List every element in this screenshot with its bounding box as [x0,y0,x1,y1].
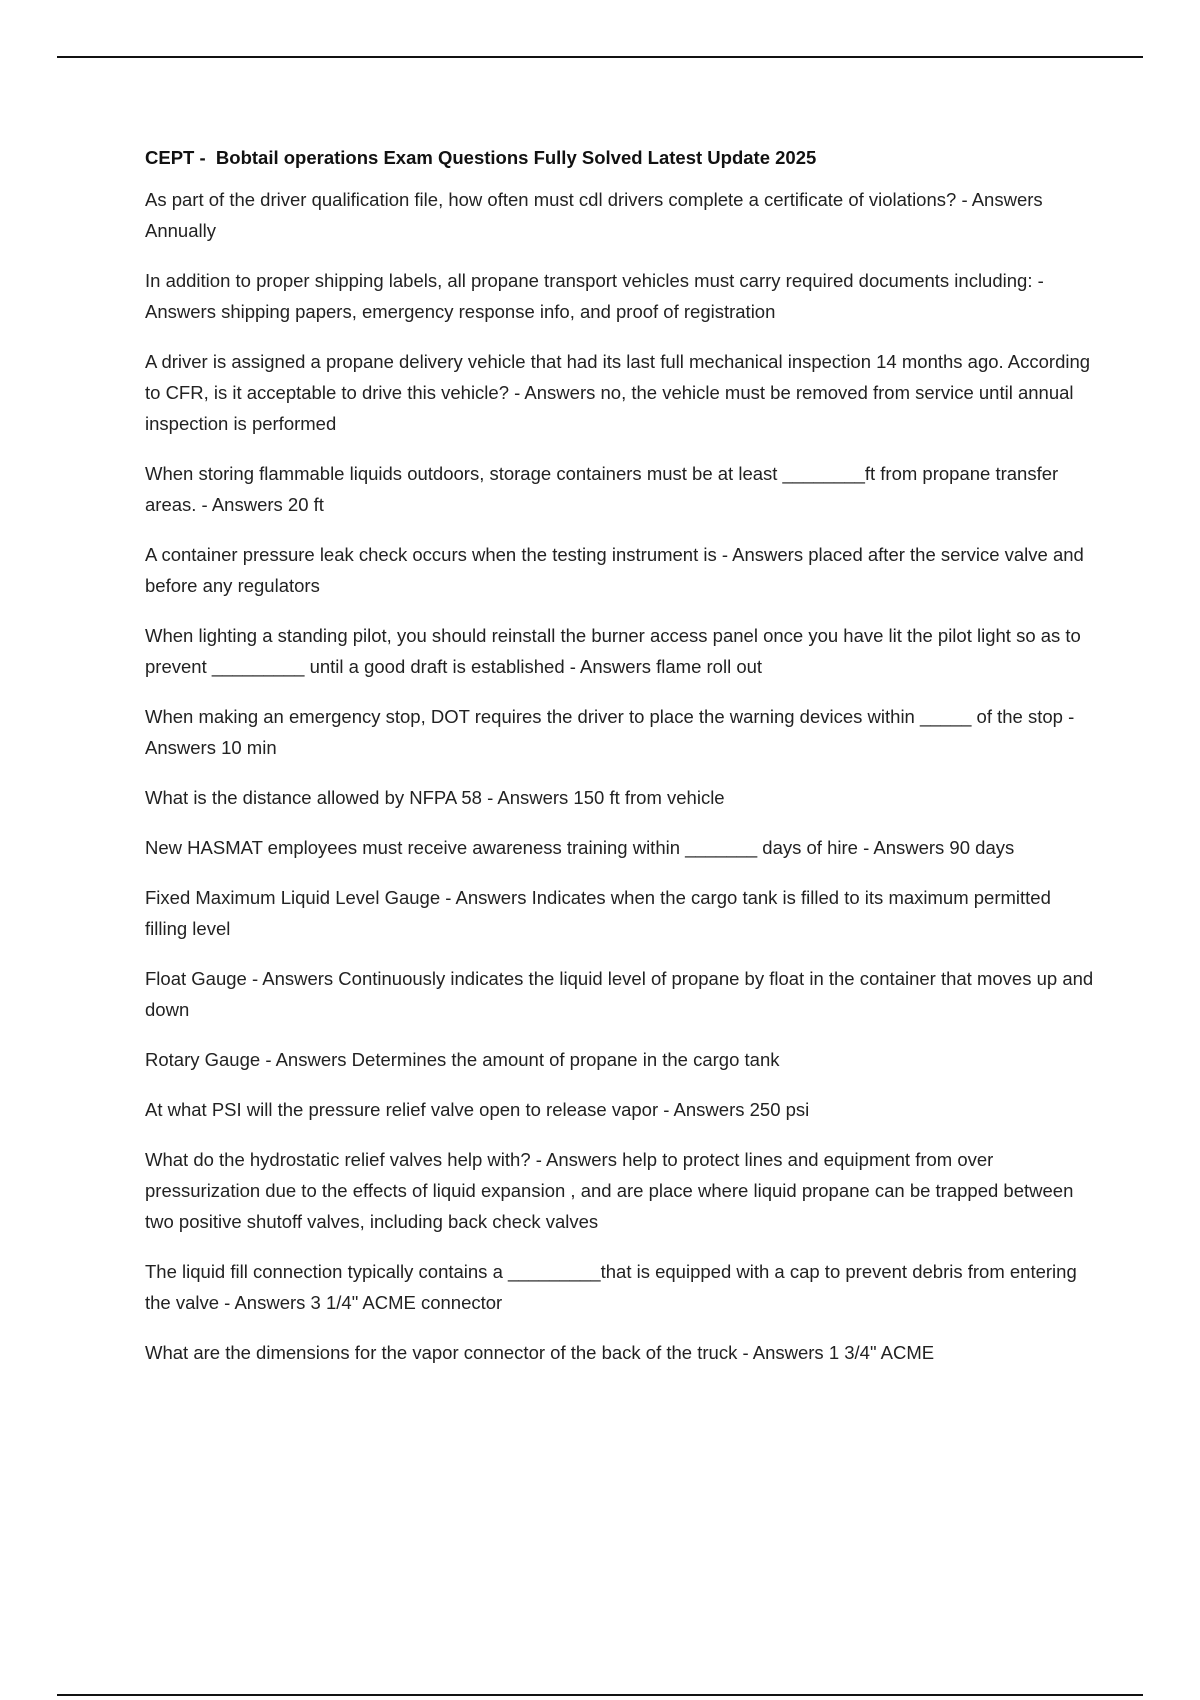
qa-item-14: What do the hydrostatic relief valves help with? - Answers help to protect lines and equipment from over pressurization due to the effects of liquid expansion , and are place where liquid propane can be trapped between two positive shutoff valves, including back check valves [145,1149,1079,1232]
qa-item-3: A driver is assigned a propane delivery vehicle that had its last full mechanical inspection 14 months ago. According to CFR, is it acceptable to drive this vehicle? - Answers no, the vehicle must be removed from service until annual inspection is performed [145,351,1096,434]
qa-item-8: What is the distance allowed by NFPA 58 - Answers 150 ft from vehicle [145,787,725,808]
top-rule [57,56,1143,58]
qa-item-6: When lighting a standing pilot, you should reinstall the burner access panel once you have lit the pilot light so as to prevent _________ until a good draft is established - Answers flame roll out [145,625,1086,677]
qa-item-2: In addition to proper shipping labels, all propane transport vehicles must carry required documents including: - Answers shipping papers, emergency response info, and proof of registration [145,270,1048,322]
qa-item-4: When storing flammable liquids outdoors, storage containers must be at least ________ft from propane transfer areas. - Answers 20 ft [145,463,1064,515]
qa-item-5: A container pressure leak check occurs when the testing instrument is - Answers placed after the service valve and before any regulators [145,544,1089,596]
page-content [145,143,1099,1387]
qa-item-11: Float Gauge - Answers Continuously indicates the liquid level of propane by float in the container that moves up and down [145,968,1099,1020]
qa-item-10: Fixed Maximum Liquid Level Gauge - Answers Indicates when the cargo tank is filled to its maximum permitted filling level [145,887,1057,939]
qa-item-9: New HASMAT employees must receive awareness training within _______ days of hire - Answers 90 days [145,837,1015,858]
document-title: CEPT - Bobtail operations Exam Questions Fully Solved Latest Update 2025 [145,147,817,168]
qa-item-1: As part of the driver qualification file, how often must cdl drivers complete a certificate of violations? - Answers Annually [145,189,1047,241]
qa-item-12: Rotary Gauge - Answers Determines the amount of propane in the cargo tank [145,1049,780,1070]
bottom-rule [57,1694,1143,1696]
qa-item-16: What are the dimensions for the vapor connector of the back of the truck - Answers 1 3/4" ACME [145,1342,935,1363]
qa-item-15: The liquid fill connection typically contains a _________that is equipped with a cap to prevent debris from entering the valve - Answers 3 1/4" ACME connector [145,1261,1082,1313]
qa-item-7: When making an emergency stop, DOT requires the driver to place the warning devices within _____ of the stop - Answers 10 min [145,706,1079,758]
qa-item-13: At what PSI will the pressure relief valve open to release vapor - Answers 250 psi [145,1099,810,1120]
